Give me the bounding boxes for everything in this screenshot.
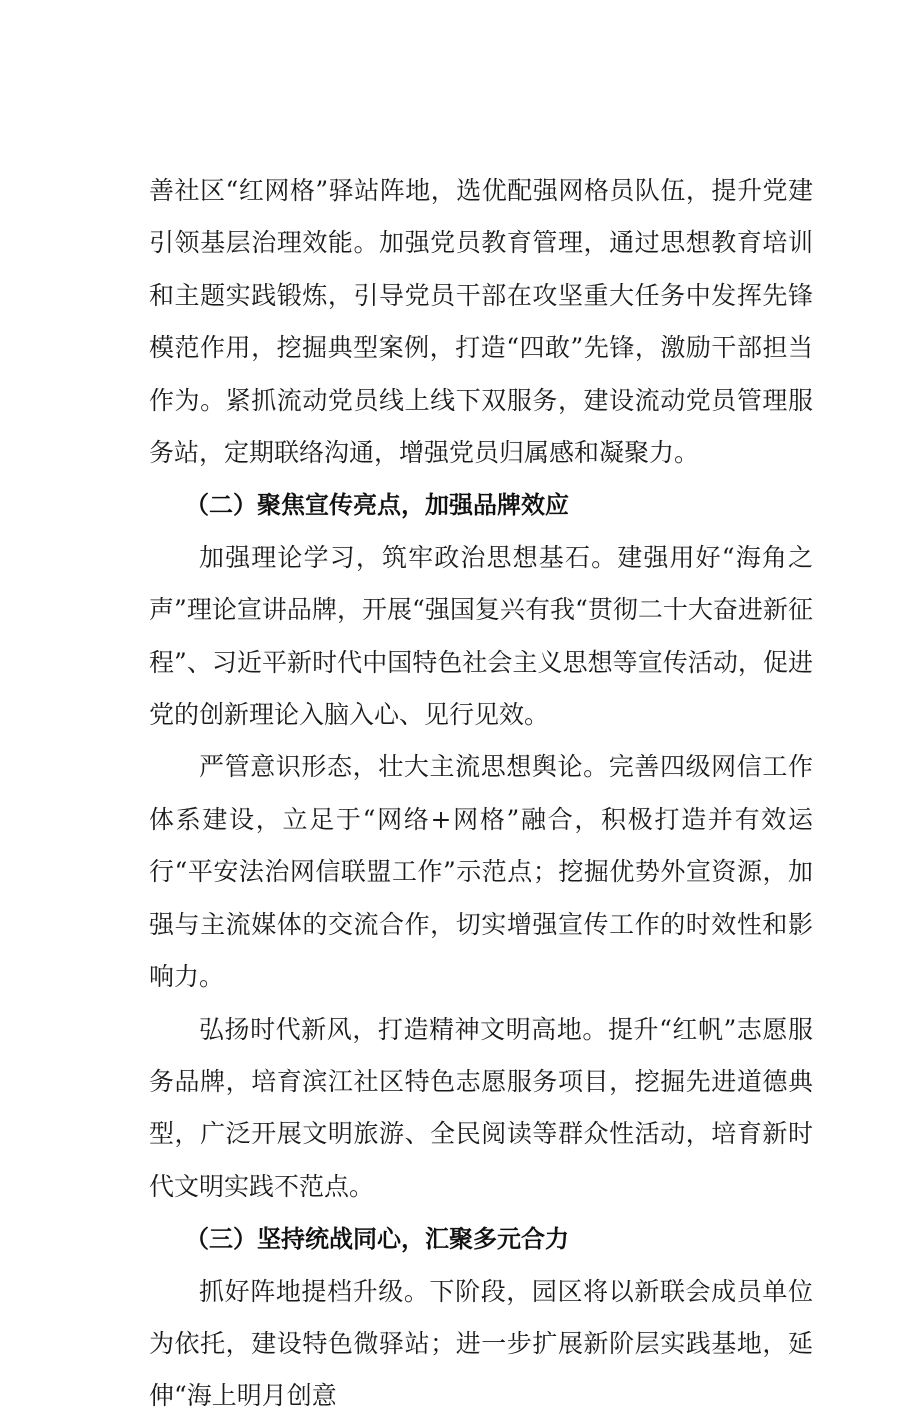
paragraph-theory-study: 加强理论学习，筑牢政治思想基石。建强用好“海角之声”理论宣讲品牌，开展“强国复兴有我“贯彻二十大奋进新征程”、习近平新时代中国特色社会主义思想等宣传活动，促进党的创新理论入脑入心、见行见效。	[149, 542, 813, 730]
section-heading-2: （二）聚焦宣传亮点，加强品牌效应	[185, 491, 569, 520]
section-heading-3: （三）坚持统战同心，汇聚多元合力	[185, 1225, 569, 1254]
paragraph-continued: 善社区“红网格”驿站阵地，选优配强网格员队伍，提升党建引领基层治理效能。加强党员教育管理，通过思想教育培训和主题实践锻炼，引导党员干部在攻坚重大任务中发挥先锋模范作用，挖掘典型案例，打造“四敢”先锋，激励干部担当作为。紧抓流动党员线上线下双服务，建设流动党员管理服务站，定期联络沟通，增强党员归属感和凝聚力。	[149, 176, 813, 468]
paragraph-ideology: 严管意识形态，壮大主流思想舆论。完善四级网信工作体系建设，立足于“网络+网格”融合，积极打造并有效运行“平安法治网信联盟工作”示范点；挖掘优势外宣资源，加强与主流媒体的交流合作，切实增强宣传工作的时效性和影响力。	[149, 752, 813, 992]
paragraph-civilization: 弘扬时代新风，打造精神文明高地。提升“红帆”志愿服务品牌，培育滨江社区特色志愿服务项目，挖掘先进道德典型，广泛开展文明旅游、全民阅读等群众性活动，培育新时代文明实践不范点。	[149, 1014, 813, 1201]
paragraph-united-front: 抓好阵地提档升级。下阶段，园区将以新联会成员单位为依托，建设特色微驿站；进一步扩展新阶层实践基地，延伸“海上明月创意	[149, 1276, 813, 1411]
document-body	[149, 165, 813, 1423]
